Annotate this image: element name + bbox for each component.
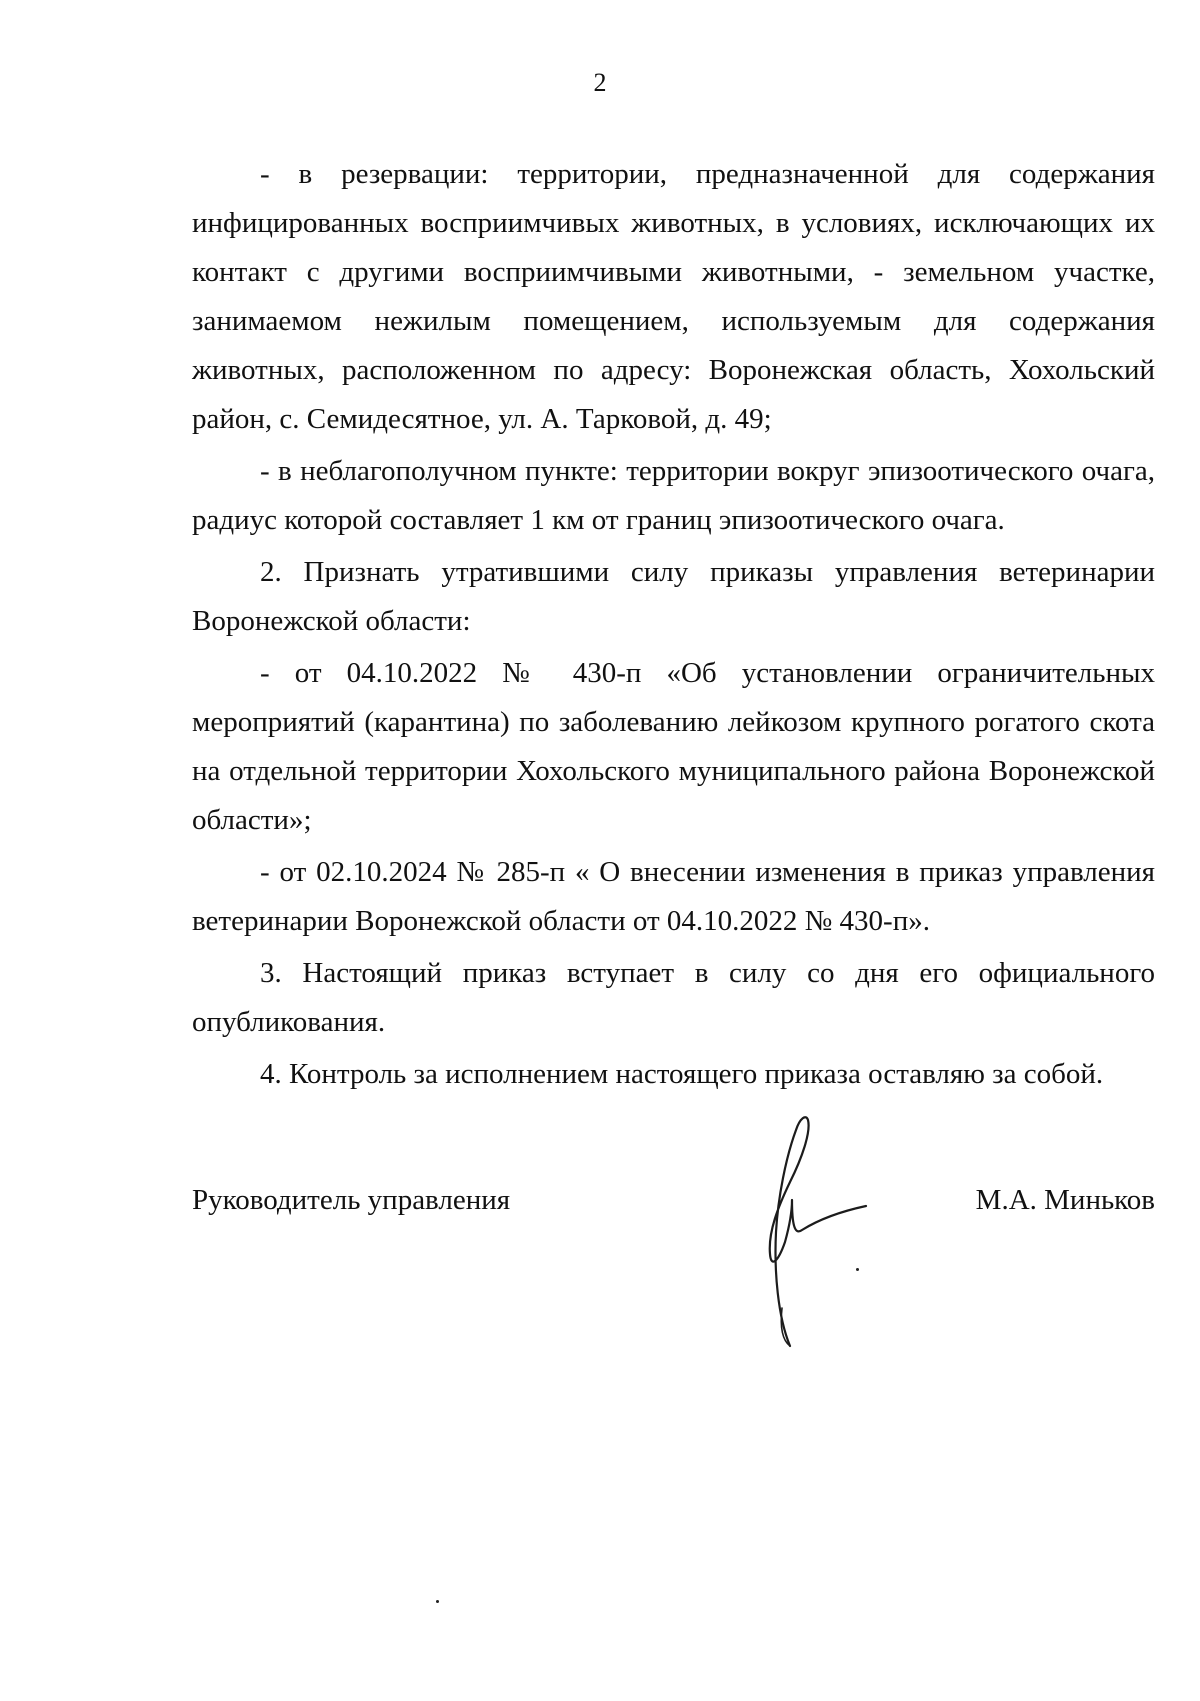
- paragraph-item-3: 3. Настоящий приказ вступает в силу со дня его официального опубликования.: [192, 957, 1155, 1038]
- handwritten-signature: [730, 1112, 870, 1352]
- paragraph-order-285: - от 02.10.2024 № 285-п « О внесении изменения в приказ управления ветеринарии Воронежской области от 04.10.2022 № 430-п».: [192, 856, 1155, 937]
- speck-mark: [856, 1268, 859, 1271]
- signature-block: [192, 1180, 1155, 1230]
- signer-name: М.А. Миньков: [975, 1184, 1155, 1216]
- speck-mark: [436, 1600, 439, 1603]
- paragraph-item-4: 4. Контроль за исполнением настоящего приказа оставляю за собой.: [260, 1058, 1104, 1090]
- paragraph-affected-point: - в неблагополучном пункте: территории вокруг эпизоотического очага, радиус которой составляет 1 км от границ эпизоотического очага.: [192, 455, 1155, 536]
- page-number: 2: [593, 68, 607, 97]
- paragraph-reservation: - в резервации: территории, предназначенной для содержания инфицированных восприимчивых животных, в условиях, исключающих их контакт с другими восприимчивыми животными, - земельном участке, занимаемом нежилым помещением, используемым для содержания животных, расположенном по адресу: Воронежская область, Хохольский район, с. Семидесятное, ул. А. Тарковой, д. 49;: [192, 158, 1155, 435]
- document-body: [192, 150, 1155, 1099]
- paragraph-item-2: 2. Признать утратившими силу приказы управления ветеринарии Воронежской области:: [192, 556, 1155, 637]
- paragraph-order-430: - от 04.10.2022 № 430-п «Об установлении ограничительных мероприятий (карантина) по заболеванию лейкозом крупного рогатого скота на отдельной территории Хохольского муниципального района Воронежской области»;: [192, 657, 1155, 836]
- signer-position: Руководитель управления: [192, 1184, 511, 1216]
